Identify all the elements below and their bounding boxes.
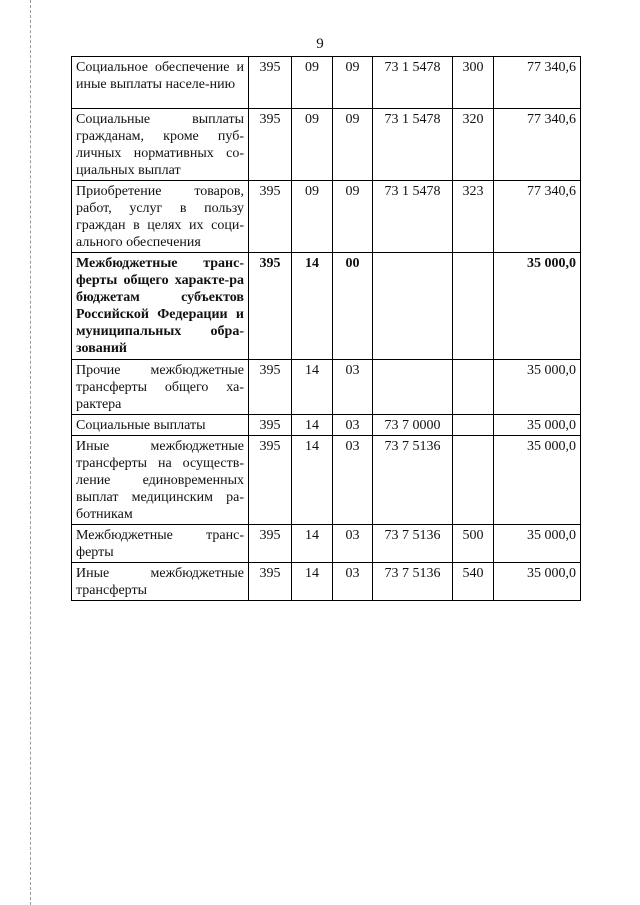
row-name: Социальные выплаты гражданам, кроме пуб-личных нормативных со-циальных выплат	[72, 109, 249, 181]
dept-code: 395	[249, 563, 292, 601]
subsection-code: 00	[333, 253, 373, 360]
amount: 35 000,0	[494, 525, 581, 563]
amount: 35 000,0	[494, 436, 581, 525]
section-code: 14	[292, 525, 333, 563]
dept-code: 395	[249, 109, 292, 181]
table-row	[72, 360, 581, 415]
table-row	[72, 436, 581, 525]
subsection-code: 03	[333, 563, 373, 601]
row-name: Социальное обеспечение и иные выплаты населе-нию	[72, 57, 249, 109]
row-name: Иные межбюджетные трансферты	[72, 563, 249, 601]
page-edge-line	[30, 0, 31, 905]
amount: 35 000,0	[494, 415, 581, 436]
section-code: 09	[292, 109, 333, 181]
section-code: 14	[292, 563, 333, 601]
page-number: 9	[316, 36, 324, 52]
table-row	[72, 253, 581, 360]
amount: 35 000,0	[494, 563, 581, 601]
subsection-code: 03	[333, 436, 373, 525]
expense-type-code: 323	[453, 181, 494, 253]
expense-type-code	[453, 360, 494, 415]
subsection-code: 03	[333, 525, 373, 563]
dept-code: 395	[249, 181, 292, 253]
dept-code: 395	[249, 415, 292, 436]
dept-code: 395	[249, 253, 292, 360]
expense-type-code	[453, 436, 494, 525]
subsection-code: 09	[333, 109, 373, 181]
table-row	[72, 109, 581, 181]
expense-type-code: 540	[453, 563, 494, 601]
subsection-code: 03	[333, 360, 373, 415]
table-row	[72, 57, 581, 109]
dept-code: 395	[249, 360, 292, 415]
target-article-code	[373, 360, 453, 415]
budget-table	[71, 56, 581, 601]
target-article-code: 73 7 5136	[373, 436, 453, 525]
table-row	[72, 181, 581, 253]
section-code: 09	[292, 181, 333, 253]
section-code: 09	[292, 57, 333, 109]
expense-type-code	[453, 253, 494, 360]
amount: 77 340,6	[494, 109, 581, 181]
section-code: 14	[292, 253, 333, 360]
section-code: 14	[292, 360, 333, 415]
subsection-code: 09	[333, 57, 373, 109]
row-name: Межбюджетные транс-ферты	[72, 525, 249, 563]
amount: 77 340,6	[494, 57, 581, 109]
dept-code: 395	[249, 57, 292, 109]
section-code: 14	[292, 415, 333, 436]
amount: 35 000,0	[494, 360, 581, 415]
target-article-code	[373, 253, 453, 360]
target-article-code: 73 7 5136	[373, 563, 453, 601]
subsection-code: 03	[333, 415, 373, 436]
dept-code: 395	[249, 525, 292, 563]
row-name: Прочие межбюджетные трансферты общего ха-рактера	[72, 360, 249, 415]
expense-type-code: 300	[453, 57, 494, 109]
expense-type-code: 320	[453, 109, 494, 181]
section-code: 14	[292, 436, 333, 525]
amount: 35 000,0	[494, 253, 581, 360]
expense-type-code: 500	[453, 525, 494, 563]
subsection-code: 09	[333, 181, 373, 253]
target-article-code: 73 1 5478	[373, 57, 453, 109]
target-article-code: 73 1 5478	[373, 109, 453, 181]
row-name: Социальные выплаты	[72, 415, 249, 436]
table-row	[72, 525, 581, 563]
dept-code: 395	[249, 436, 292, 525]
table-row	[72, 415, 581, 436]
target-article-code: 73 1 5478	[373, 181, 453, 253]
row-name: Приобретение товаров, работ, услуг в пользу граждан в целях их соци-ального обеспечения	[72, 181, 249, 253]
row-name: Межбюджетные транс-ферты общего характе-ра бюджетам субъектов Российской Федерации и муниципальных обра-зований	[72, 253, 249, 360]
expense-type-code	[453, 415, 494, 436]
amount: 77 340,6	[494, 181, 581, 253]
target-article-code: 73 7 5136	[373, 525, 453, 563]
row-name: Иные межбюджетные трансферты на осуществ-ление единовременных выплат медицинским ра-ботникам	[72, 436, 249, 525]
target-article-code: 73 7 0000	[373, 415, 453, 436]
table-row	[72, 563, 581, 601]
